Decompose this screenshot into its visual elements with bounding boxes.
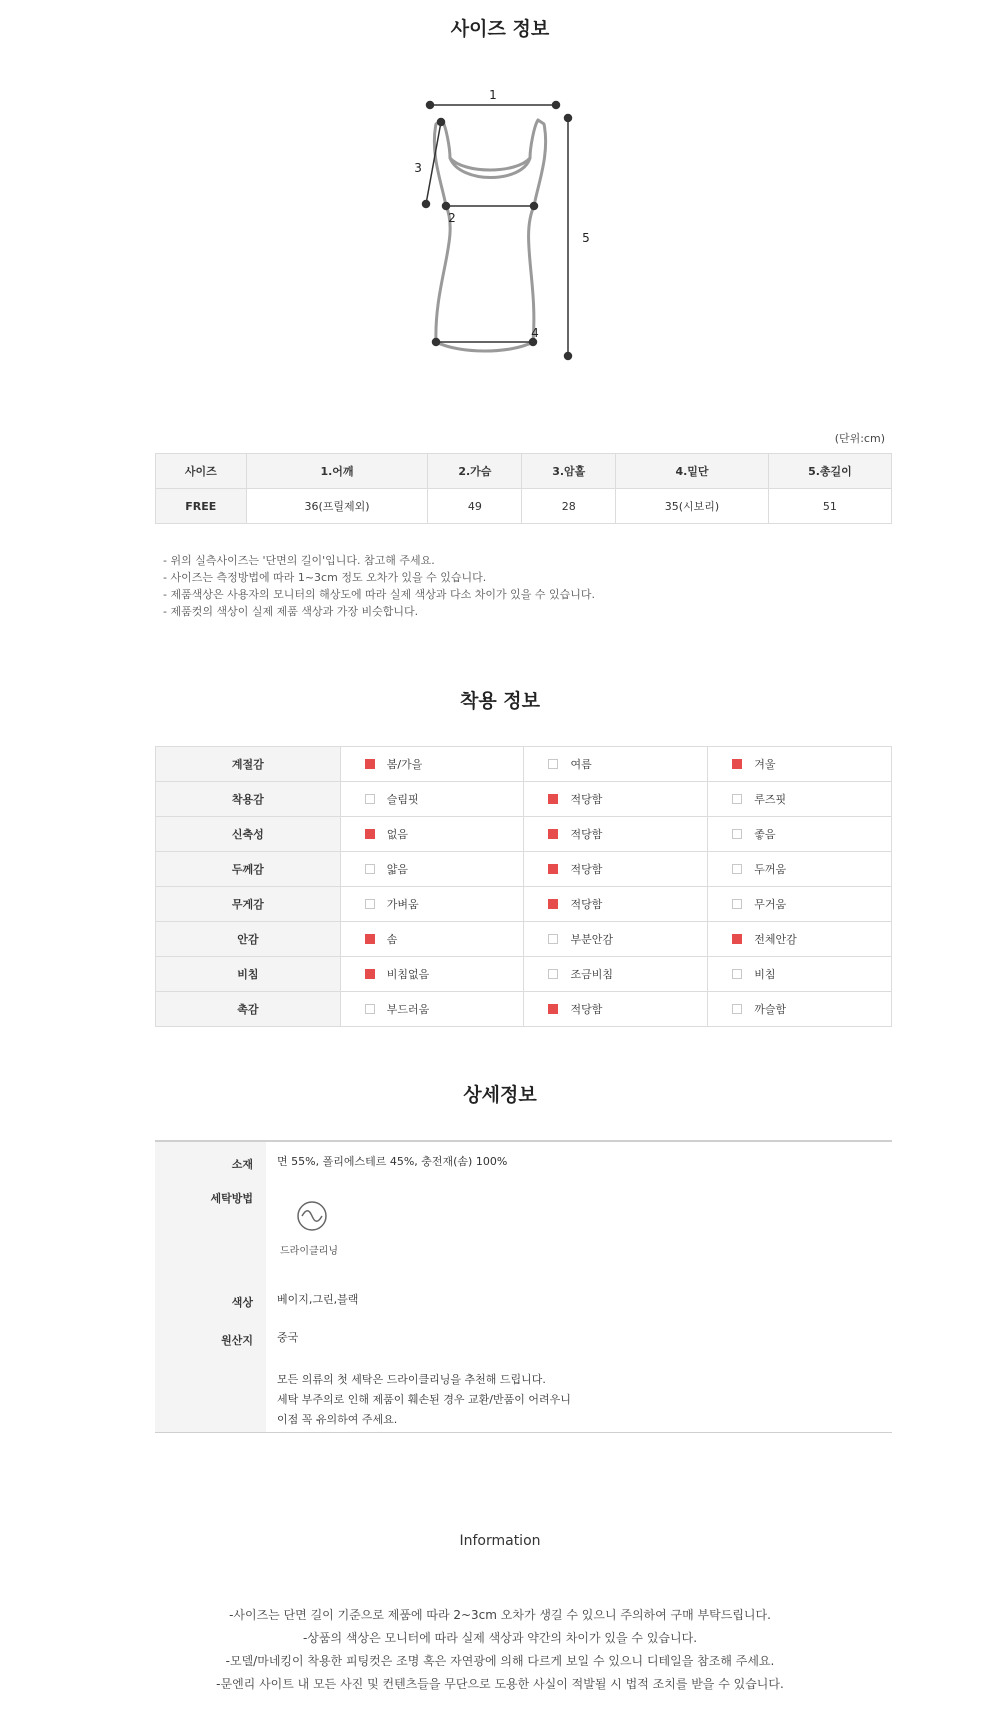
diagram-label-4: 4 bbox=[531, 326, 539, 340]
list-item: - 사이즈는 측정방법에 따라 1~3cm 정도 오차가 있을 수 있습니다. bbox=[163, 571, 487, 584]
color-label: 색상 bbox=[231, 1296, 253, 1309]
fit-option-label: 적당함 bbox=[570, 898, 603, 911]
table-row bbox=[156, 992, 892, 1027]
garment-measure-diagram bbox=[414, 88, 630, 372]
size-header-cell: 사이즈 bbox=[156, 454, 247, 489]
fit-option-label: 봄/가을 bbox=[386, 758, 423, 771]
table-row bbox=[156, 852, 892, 887]
material-label: 소재 bbox=[231, 1158, 253, 1171]
unchecked-box-icon bbox=[365, 899, 375, 909]
list-item: - 제품컷의 색상이 실제 제품 색상과 가장 비슷합니다. bbox=[163, 605, 419, 618]
fit-option-label: 조금비침 bbox=[570, 968, 613, 981]
wash-notice bbox=[277, 1370, 571, 1430]
fit-option-label: 없음 bbox=[386, 828, 408, 841]
unchecked-box-icon bbox=[365, 864, 375, 874]
size-table-header bbox=[156, 454, 892, 489]
fit-option-label: 좋음 bbox=[754, 828, 776, 841]
size-cell: 49 bbox=[428, 489, 522, 524]
wash-label: 세탁방법 bbox=[210, 1192, 253, 1205]
fit-option bbox=[708, 957, 892, 992]
checked-box-icon bbox=[365, 759, 375, 769]
checked-box-icon bbox=[365, 934, 375, 944]
fit-option bbox=[708, 747, 892, 782]
checked-box-icon bbox=[365, 829, 375, 839]
detail-info-title: 상세정보 bbox=[463, 1084, 537, 1106]
notice-line: 이점 꼭 유의하여 주세요. bbox=[277, 1413, 398, 1426]
fit-row-label: 무게감 bbox=[156, 887, 341, 922]
fit-option bbox=[340, 782, 524, 817]
unchecked-box-icon bbox=[365, 1004, 375, 1014]
checked-box-icon bbox=[548, 899, 558, 909]
wash-method bbox=[282, 1200, 342, 1257]
table-row bbox=[156, 817, 892, 852]
fit-option-label: 부드러움 bbox=[386, 1003, 430, 1016]
size-cell: FREE bbox=[156, 489, 247, 524]
fit-option bbox=[524, 747, 708, 782]
fit-option bbox=[708, 817, 892, 852]
fit-option bbox=[708, 922, 892, 957]
checked-box-icon bbox=[732, 934, 742, 944]
size-header-cell: 2.가슴 bbox=[428, 454, 522, 489]
fit-option bbox=[340, 992, 524, 1027]
notice-line: 모든 의류의 첫 세탁은 드라이클리닝을 추천해 드립니다. bbox=[277, 1373, 546, 1386]
checked-box-icon bbox=[548, 794, 558, 804]
fit-option-label: 비침 bbox=[754, 968, 776, 981]
size-header-cell: 5.총길이 bbox=[768, 454, 891, 489]
diagram-label-2: 2 bbox=[448, 211, 456, 225]
checked-box-icon bbox=[548, 829, 558, 839]
checked-box-icon bbox=[732, 759, 742, 769]
dry-clean-icon bbox=[296, 1200, 328, 1232]
size-header-cell: 1.어깨 bbox=[246, 454, 428, 489]
unchecked-box-icon bbox=[548, 759, 558, 769]
fit-table bbox=[155, 746, 892, 1027]
fit-option-label: 적당함 bbox=[570, 793, 603, 806]
material-value: 면 55%, 폴리에스테르 45%, 충전재(솜) 100% bbox=[277, 1155, 508, 1168]
list-item: -상품의 색상은 모니터에 따라 실제 색상과 약간의 차이가 있을 수 있습니다. bbox=[302, 1631, 698, 1645]
fit-row-label: 계절감 bbox=[156, 747, 341, 782]
unchecked-box-icon bbox=[732, 864, 742, 874]
fit-option-label: 비침없음 bbox=[386, 968, 430, 981]
detail-table bbox=[155, 1140, 892, 1433]
list-item: -모델/마네킹이 착용한 피팅컷은 조명 혹은 자연광에 의해 다르게 보일 수 있으니 디테일을 참조해 주세요. bbox=[225, 1654, 775, 1668]
fit-option bbox=[524, 922, 708, 957]
diagram-label-1: 1 bbox=[489, 88, 497, 102]
fit-option-label: 부분안감 bbox=[570, 933, 613, 946]
checked-box-icon bbox=[548, 864, 558, 874]
fit-option bbox=[708, 852, 892, 887]
unit-label: (단위:cm) bbox=[834, 432, 885, 445]
fit-option bbox=[524, 992, 708, 1027]
fit-option-label: 여름 bbox=[570, 758, 592, 771]
fit-row-label: 비침 bbox=[156, 957, 341, 992]
fit-option bbox=[524, 817, 708, 852]
wash-text: 드라이클리닝 bbox=[280, 1246, 338, 1257]
fit-option bbox=[524, 852, 708, 887]
fit-option-label: 적당함 bbox=[570, 1003, 603, 1016]
fit-option-label: 무거움 bbox=[754, 898, 787, 911]
checked-box-icon bbox=[365, 969, 375, 979]
fit-info-title: 착용 정보 bbox=[459, 690, 541, 712]
table-row bbox=[156, 782, 892, 817]
notice-line: 세탁 부주의로 인해 제품이 훼손된 경우 교환/반품이 어려우니 bbox=[277, 1393, 571, 1406]
list-item: - 위의 실측사이즈는 '단면의 길이'입니다. 참고해 주세요. bbox=[163, 554, 435, 567]
unchecked-box-icon bbox=[732, 969, 742, 979]
table-row bbox=[156, 747, 892, 782]
fit-option-label: 가벼움 bbox=[386, 898, 419, 911]
fit-row-label: 착용감 bbox=[156, 782, 341, 817]
fit-row-label: 촉감 bbox=[156, 992, 341, 1027]
fit-option bbox=[708, 782, 892, 817]
table-row bbox=[156, 922, 892, 957]
information-list bbox=[0, 1604, 1000, 1696]
fit-row-label: 두께감 bbox=[156, 852, 341, 887]
fit-option bbox=[340, 852, 524, 887]
fit-option bbox=[340, 747, 524, 782]
unchecked-box-icon bbox=[548, 934, 558, 944]
diagram-label-5: 5 bbox=[582, 231, 590, 245]
size-cell: 51 bbox=[768, 489, 891, 524]
origin-value: 중국 bbox=[277, 1331, 299, 1344]
size-header-cell: 3.암홀 bbox=[522, 454, 616, 489]
list-item: -문엔리 사이트 내 모든 사진 및 컨텐츠들을 무단으로 도용한 사실이 적발될 시 법적 조치를 받을 수 있습니다. bbox=[216, 1677, 784, 1691]
fit-option-label: 슬림핏 bbox=[386, 793, 419, 806]
fit-option bbox=[708, 992, 892, 1027]
fit-row-label: 신축성 bbox=[156, 817, 341, 852]
size-cell: 35(시보리) bbox=[616, 489, 769, 524]
unchecked-box-icon bbox=[732, 829, 742, 839]
unchecked-box-icon bbox=[732, 794, 742, 804]
fit-option-label: 루즈핏 bbox=[754, 793, 787, 806]
fit-option-label: 까슬함 bbox=[754, 1003, 787, 1016]
table-row bbox=[156, 489, 892, 524]
table-row bbox=[156, 957, 892, 992]
fit-option-label: 얇음 bbox=[386, 863, 408, 876]
fit-option bbox=[340, 817, 524, 852]
fit-option-label: 두꺼움 bbox=[754, 863, 787, 876]
fit-option bbox=[340, 957, 524, 992]
checked-box-icon bbox=[548, 1004, 558, 1014]
unchecked-box-icon bbox=[548, 969, 558, 979]
fit-option-label: 적당함 bbox=[570, 828, 603, 841]
diagram-label-3: 3 bbox=[414, 161, 422, 175]
size-info-title: 사이즈 정보 bbox=[450, 18, 550, 40]
fit-option bbox=[340, 922, 524, 957]
fit-option-label: 적당함 bbox=[570, 863, 603, 876]
list-item: -사이즈는 단면 길이 기준으로 제품에 따라 2~3cm 오차가 생길 수 있으니 주의하여 구매 부탁드립니다. bbox=[229, 1608, 771, 1622]
fit-option-label: 겨울 bbox=[754, 758, 776, 771]
fit-option bbox=[524, 887, 708, 922]
unchecked-box-icon bbox=[732, 899, 742, 909]
color-value: 베이지,그린,블랙 bbox=[277, 1293, 359, 1306]
size-table bbox=[155, 453, 892, 524]
fit-option bbox=[340, 887, 524, 922]
origin-label: 원산지 bbox=[221, 1334, 253, 1347]
fit-row-label: 안감 bbox=[156, 922, 341, 957]
size-cell: 36(프릴제외) bbox=[246, 489, 428, 524]
fit-option bbox=[708, 887, 892, 922]
size-cell: 28 bbox=[522, 489, 616, 524]
unchecked-box-icon bbox=[732, 1004, 742, 1014]
list-item: - 제품색상은 사용자의 모니터의 해상도에 따라 실제 색상과 다소 차이가 있을 수 있습니다. bbox=[163, 588, 595, 601]
unchecked-box-icon bbox=[365, 794, 375, 804]
fit-option-label: 솜 bbox=[386, 933, 398, 946]
fit-option bbox=[524, 782, 708, 817]
table-row bbox=[156, 887, 892, 922]
information-title: Information bbox=[459, 1533, 541, 1549]
size-notes bbox=[163, 552, 595, 620]
fit-option bbox=[524, 957, 708, 992]
detail-label-column bbox=[155, 1142, 266, 1432]
size-header-cell: 4.밑단 bbox=[616, 454, 769, 489]
fit-option-label: 전체안감 bbox=[754, 933, 797, 946]
